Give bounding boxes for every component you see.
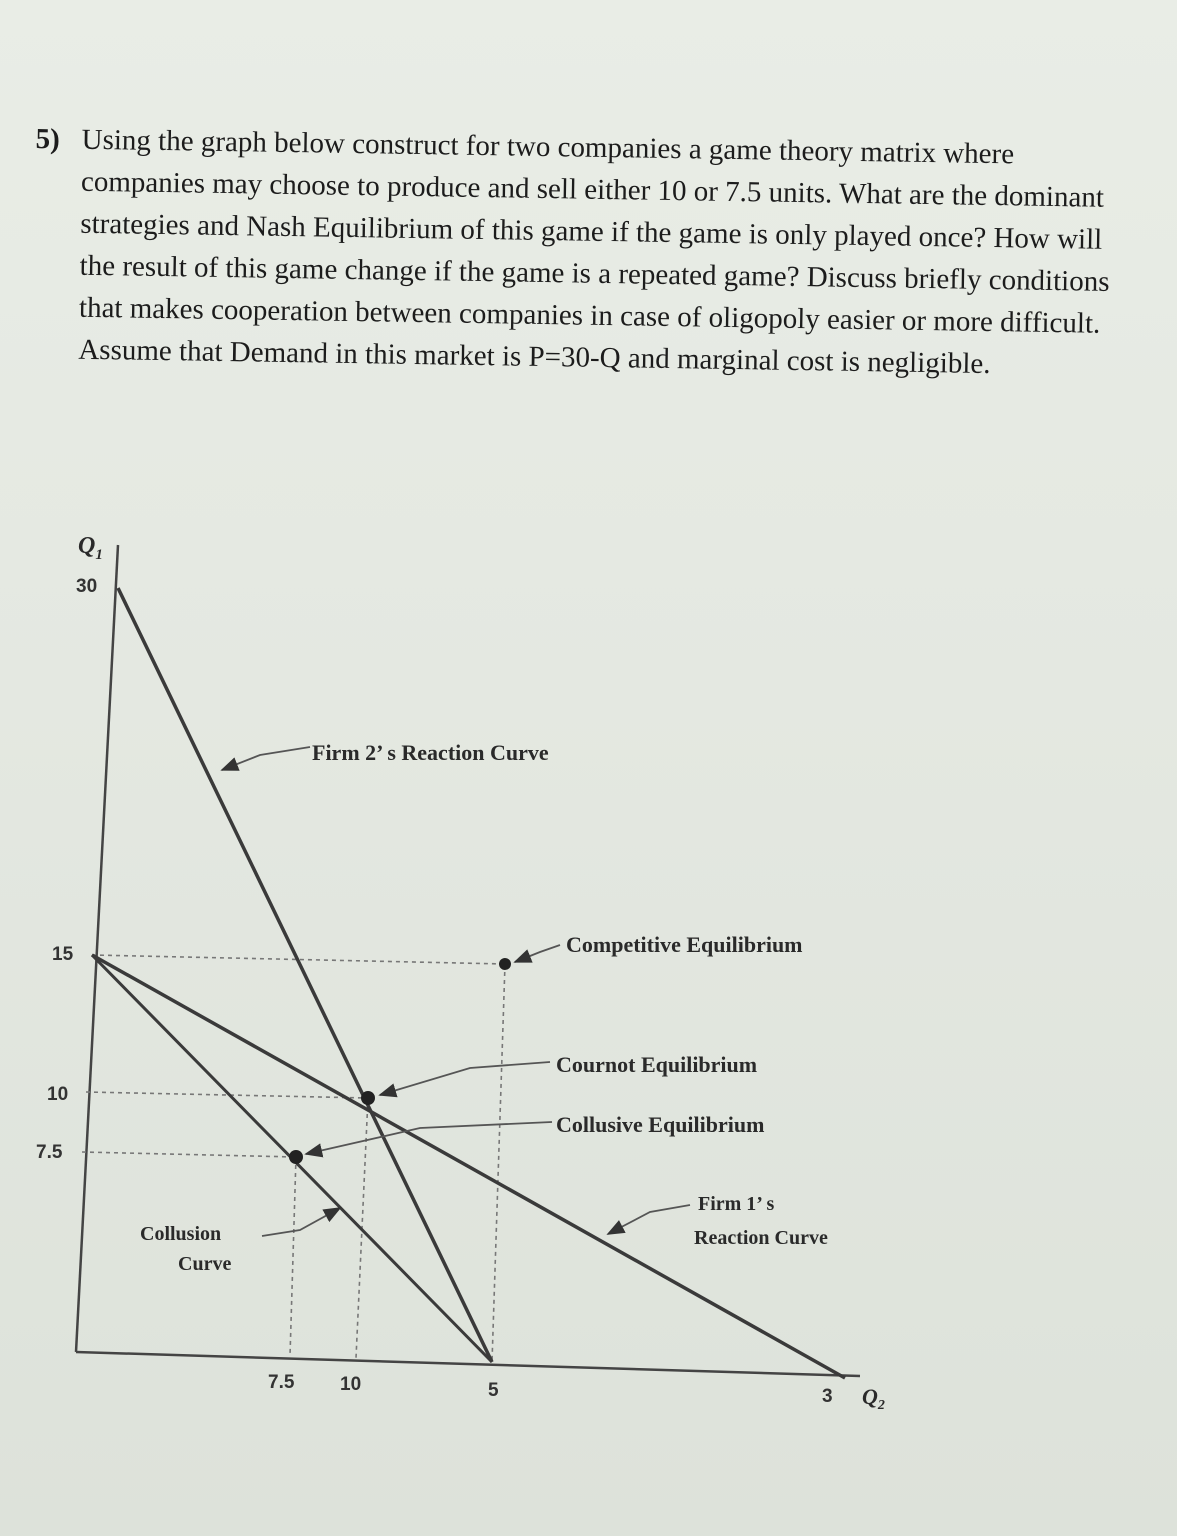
x-tick-75: 7.5: [268, 1372, 295, 1393]
y-axis: [76, 545, 118, 1352]
firm2-label-arrow: [222, 747, 310, 770]
y-tick-75: 7.5: [36, 1142, 63, 1163]
guide-75: [82, 1152, 296, 1157]
collusive-point: [289, 1150, 303, 1164]
y-tick-10: 10: [47, 1084, 69, 1105]
x-axis-title: $Q_2$: [862, 1384, 885, 1413]
collusion-curve-label-1: Collusion: [140, 1223, 222, 1245]
cournot-point: [361, 1091, 375, 1105]
collusion-curve-label-2: Curve: [178, 1253, 232, 1275]
y-tick-30: 30: [76, 576, 98, 597]
cournot-label-arrow: [380, 1062, 550, 1095]
guide-vert-5: [492, 964, 505, 1362]
x-axis: [76, 1352, 860, 1376]
firm1-reaction-label-2: Reaction Curve: [694, 1227, 828, 1249]
guide-vert-75: [290, 1157, 296, 1356]
collusive-eq-label: Collusive Equilibrium: [556, 1112, 765, 1137]
firm1-reaction-label-1: Firm 1’ s: [698, 1193, 775, 1215]
firm2-reaction-curve: [118, 588, 492, 1362]
competitive-label-arrow: [515, 945, 560, 962]
x-tick-3: 3: [822, 1386, 833, 1407]
x-tick-5: 5: [488, 1380, 499, 1401]
collusion-label-arrow: [262, 1208, 340, 1236]
competitive-eq-label: Competitive Equilibrium: [566, 932, 803, 957]
competitive-point: [499, 958, 511, 970]
firm2-reaction-label: Firm 2’ s Reaction Curve: [312, 740, 549, 765]
x-tick-10: 10: [340, 1374, 362, 1395]
cournot-eq-label: Cournot Equilibrium: [556, 1052, 758, 1077]
firm1-label-arrow: [608, 1205, 690, 1234]
question-text: Using the graph below construct for two companies a game theory matrix where companies may choose to produce and sell either 10 or 7.5 units. What are the dominant strategies and Nash Equilibrium of this game if the game is only played once? How will the result of this game change if the game is a repeated game? Discuss briefly conditions that makes cooperation between companies in case of oligopoly easier or more difficult. Assume that Demand in this market is P=30-Q and marginal cost is negligible.: [78, 123, 1110, 381]
y-axis-title: $Q_1$: [78, 533, 103, 563]
question-number: 5): [35, 122, 61, 156]
collusive-label-arrow: [306, 1122, 552, 1154]
y-tick-15: 15: [52, 944, 74, 965]
